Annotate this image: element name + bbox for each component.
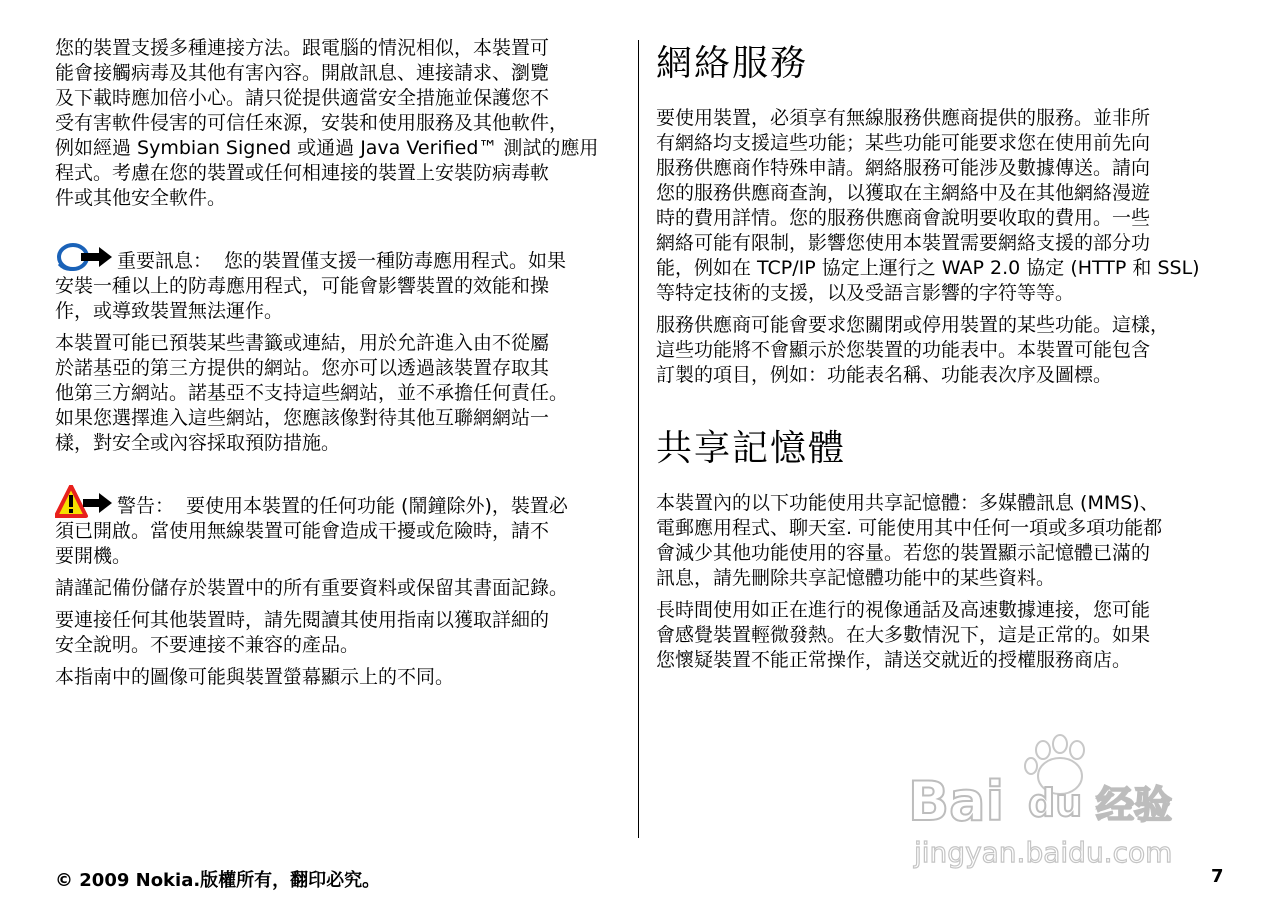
connect-paragraph: 要連接任何其他裝置時，請先閱讀其使用指南以獲取詳細的 安全說明。不要連接不兼容的產品。	[55, 609, 550, 656]
warning-triangle-icon	[55, 485, 113, 519]
left-column	[55, 36, 627, 697]
watermark-brand-cn: 经验	[1096, 783, 1173, 827]
network-services-heading: 網絡服務	[656, 43, 809, 84]
images-paragraph: 本指南中的圖像可能與裝置螢幕顯示上的不同。	[55, 666, 455, 688]
info-arrow-icon	[55, 240, 113, 274]
memory-paragraph-2: 長時間使用如正在進行的視像通話及高速數據連接，您可能 會感覺裝置輕微發熱。在大多數情況下，這是正常的。如果 您懷疑裝置不能正常操作，請送交就近的授權服務商店。	[656, 599, 1151, 671]
right-column	[656, 36, 1231, 680]
column-divider	[638, 40, 639, 838]
watermark-brand-du: du	[1028, 781, 1083, 825]
important-label: 重要訊息：	[117, 250, 213, 272]
watermark-url: jingyan.baidu.com	[914, 836, 1173, 869]
intro-paragraph: 您的裝置支援多種連接方法。跟電腦的情況相似，本裝置可 能會接觸病毒及其他有害內容。開啟訊息、連接請求、瀏覽 及下載時應加倍小心。請只從提供適當安全措施並保護您不 受有害軟件侵害的可信任來源，安裝和使用服務及其他軟件， 例如經過 Symbian Signed 或通過 Java Verified™ 測試的應用 程式。考慮在您的裝置或任何相連接的裝置上安裝防病毒軟 件或其他安全軟件。	[55, 37, 599, 209]
network-paragraph-1: 要使用裝置，必須享有無線服務供應商提供的服務。並非所 有網絡均支援這些功能；某些功能可能要求您在使用前先向 服務供應商作特殊申請。網絡服務可能涉及數據傳送。請向 您的服務供應商查詢，以獲取在主網絡中及在其他網絡漫遊 時的費用詳情。您的服務供應商會說明要收取的費用。一些 網絡可能有限制，影響您使用本裝置需要網絡支援的部分功 能，例如在 TCP/IP 協定上運行之 WAP 2.0 協定 (HTTP 和 SSL) 等特定技術的支援，以及受語言影響的字符等等。	[656, 107, 1200, 304]
warning-first-line: 要使用本裝置的任何功能 (鬧鐘除外)，裝置必	[186, 495, 568, 517]
watermark-brand: Bai	[908, 770, 1005, 833]
copyright-footer: © 2009 Nokia.版權所有，翻印必究。	[55, 870, 381, 891]
warning-notice	[55, 483, 627, 519]
important-notice	[55, 238, 627, 274]
shared-memory-heading: 共享記憶體	[656, 428, 847, 469]
bookmarks-paragraph: 本裝置可能已預裝某些書籤或連結，用於允許進入由不從屬 於諾基亞的第三方提供的網站。您亦可以透過該裝置存取其 他第三方網站。諾基亞不支持這些網站，並不承擔任何責任。 如果您選擇進入這些網站，您應該像對待其他互聯網網站一 樣，對安全或內容採取預防措施。	[55, 332, 569, 454]
network-paragraph-2: 服務供應商可能會要求您關閉或停用裝置的某些功能。這樣， 這些功能將不會顯示於您裝置的功能表中。本裝置可能包含 訂製的項目，例如：功能表名稱、功能表次序及圖標。	[656, 314, 1170, 386]
memory-paragraph-1: 本裝置內的以下功能使用共享記憶體：多媒體訊息 (MMS)、 電郵應用程式、聊天室. 可能使用其中任何一項或多項功能都 會減少其他功能使用的容量。若您的裝置顯示記憶體已滿的 訊息，請先刪除共享記憶體功能中的某些資料。	[656, 492, 1163, 589]
baidu-watermark	[900, 732, 1200, 882]
backup-paragraph: 請謹記備份儲存於裝置中的所有重要資料或保留其書面記錄。	[55, 577, 569, 599]
important-continuation: 安裝一種以上的防毒應用程式，可能會影響裝置的效能和操 作，或導致裝置無法運作。	[55, 275, 550, 322]
warning-continuation: 須已開啟。當使用無線裝置可能會造成干擾或危險時，請不 要開機。	[55, 520, 550, 567]
page-number: 7	[1211, 866, 1224, 887]
important-first-line: 您的裝置僅支援一種防毒應用程式。如果	[224, 250, 567, 272]
warning-label: 警告：	[117, 495, 175, 517]
